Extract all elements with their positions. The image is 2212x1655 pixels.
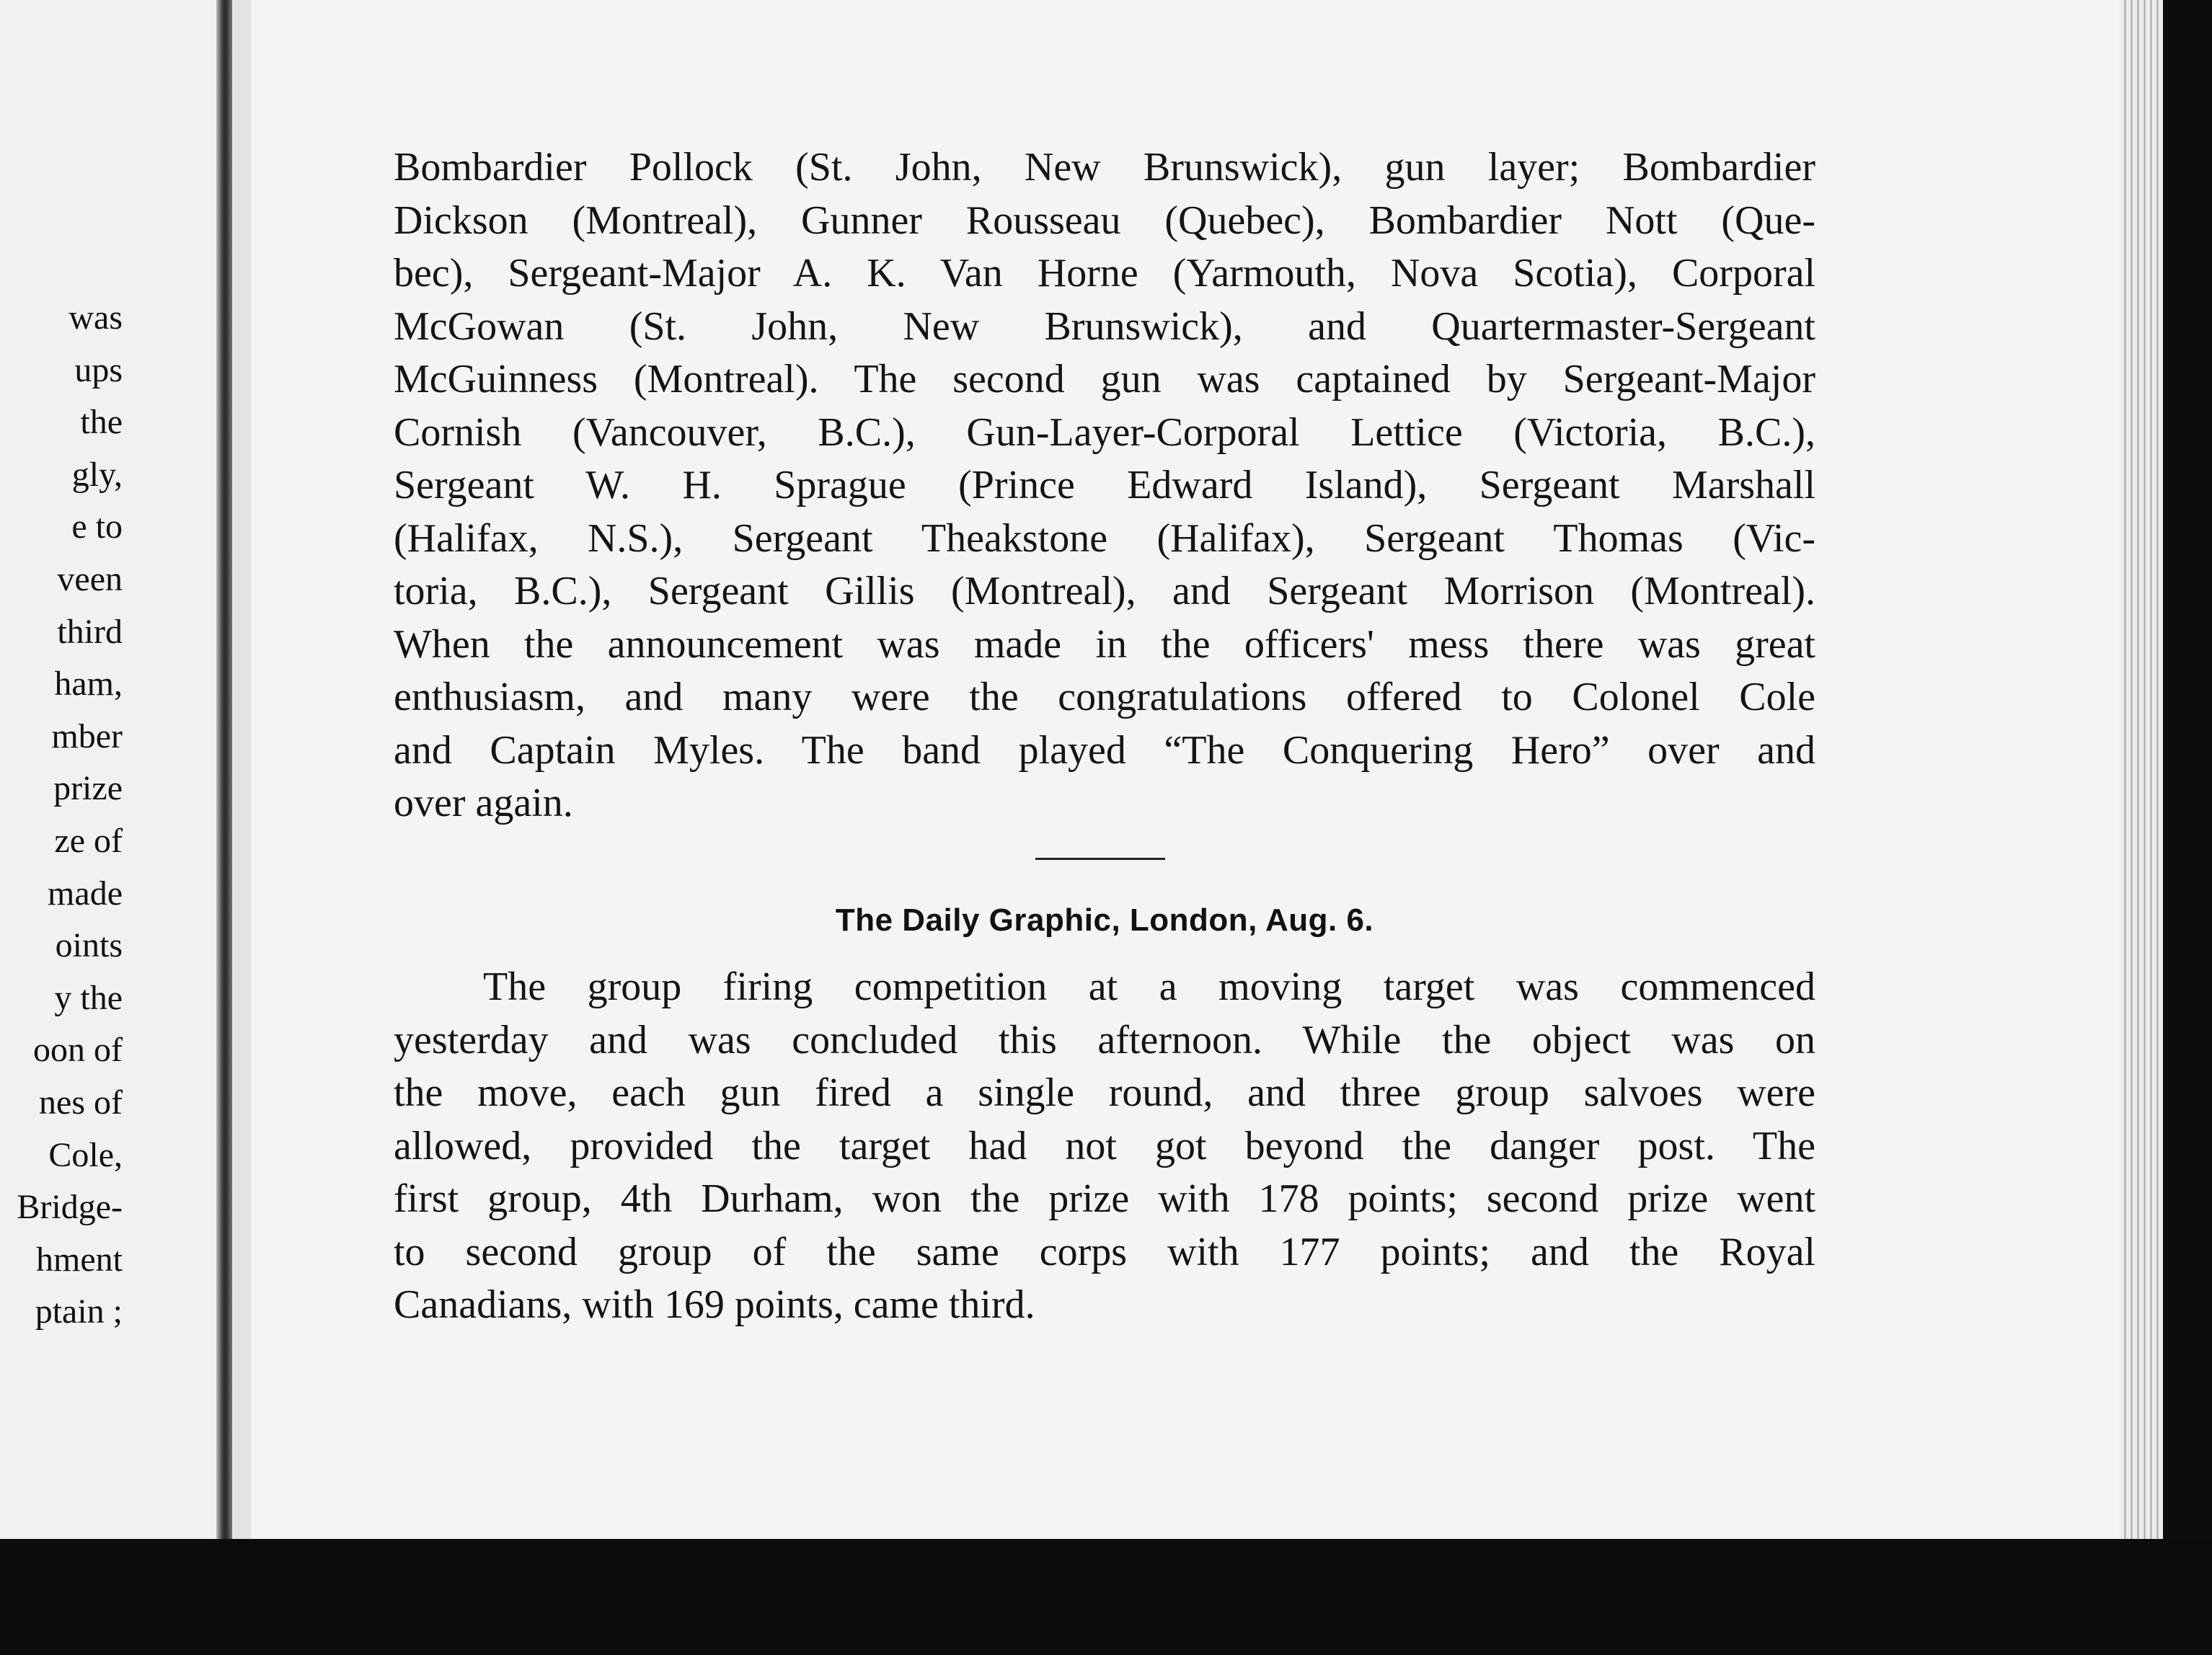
left-line: oints [55,926,123,965]
text-line: (Halifax, N.S.), Sergeant Theakstone (Halifax), Sergeant Thomas (Vic- [394,515,1815,561]
left-line: ze of [54,821,123,860]
scan-border-right [2163,0,2212,1655]
text-line: Dickson (Montreal), Gunner Rousseau (Quebec), Bombardier Nott (Que- [394,198,1815,243]
text-line: Bombardier Pollock (St. John, New Brunswick), gun layer; Bombardier [394,145,1815,190]
left-line: the [80,403,123,442]
text-line: enthusiasm, and many were the congratulations offered to Colonel Cole [394,675,1815,719]
left-page [0,0,216,1550]
book-gutter [216,0,232,1550]
text-line: toria, B.C.), Sergeant Gillis (Montreal), and Sergeant Morrison (Montreal). [394,569,1815,613]
left-line: Bridge- [17,1188,123,1227]
source-heading: The Daily Graphic, London, Aug. 6. [835,902,1374,938]
left-line: nes of [39,1083,123,1122]
text-line: The group firing competition at a moving target was commenced [483,964,1815,1009]
left-line: mber [51,716,123,755]
text-line: first group, 4th Durham, won the prize with 178 points; second prize went [394,1176,1815,1221]
left-line: oon of [33,1031,123,1070]
text-line: to second group of the same corps with 177 points; and the Royal [394,1229,1815,1274]
left-line: e to [71,507,123,546]
left-line: was [68,298,123,337]
article-bottom [394,961,1815,1332]
text-line: Canadians, with 169 points, came third. [394,1282,1035,1327]
scan-border-bottom [0,1539,2212,1655]
left-line: prize [53,769,123,808]
article-top [394,141,1815,830]
text-line: When the announcement was made in the officers' mess there was great [394,621,1815,667]
text-line: over again. [394,781,573,825]
text-line: the move, each gun fired a single round, and three group salvoes were [394,1070,1815,1115]
left-line: veen [57,559,123,598]
text-line: yesterday and was concluded this afternoon. While the object was on [394,1017,1815,1062]
left-line: Cole, [48,1135,123,1174]
left-line: gly, [71,455,123,494]
left-page-text [0,292,123,1339]
text-line: allowed, provided the target had not got beyond the danger post. The [394,1123,1815,1168]
left-line: ham, [54,665,123,704]
text-line: Cornish (Vancouver, B.C.), Gun-Layer-Corporal Lettice (Victoria, B.C.), [394,409,1815,455]
left-line: hment [36,1240,123,1279]
page-edges [2120,0,2163,1550]
left-line: third [57,612,123,651]
section-divider [1035,858,1165,860]
text-line: McGuinness (Montreal). The second gun was captained by Sergeant-Major [394,357,1815,401]
text-line: McGowan (St. John, New Brunswick), and Quartermaster-Sergeant [394,303,1815,349]
text-line: bec), Sergeant-Major A. K. Van Horne (Yarmouth, Nova Scotia), Corporal [394,251,1815,296]
left-line: y the [54,978,123,1017]
text-line: and Captain Myles. The band played “The Conquering Hero” over and [394,727,1815,773]
left-line: ptain ; [35,1292,123,1331]
left-line: ups [74,350,123,389]
left-line: made [48,874,123,913]
text-line: Sergeant W. H. Sprague (Prince Edward Island), Sergeant Marshall [394,463,1815,507]
